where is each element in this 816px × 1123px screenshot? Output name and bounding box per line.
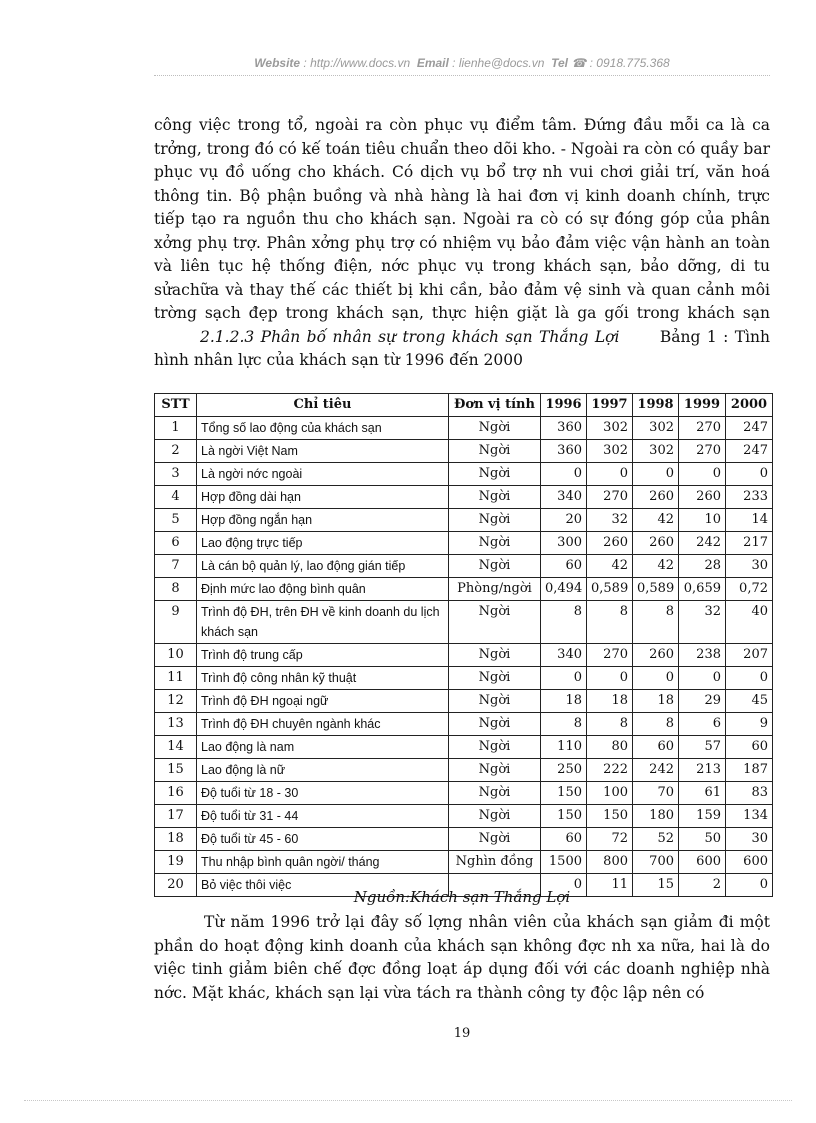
value-cell: 180 bbox=[633, 805, 679, 828]
value-cell: 0,589 bbox=[633, 578, 679, 601]
value-cell: 80 bbox=[587, 736, 633, 759]
value-cell: 134 bbox=[726, 805, 773, 828]
value-cell: 0 bbox=[587, 463, 633, 486]
tel-label: Tel bbox=[551, 56, 568, 70]
unit-cell: Ngời bbox=[449, 828, 541, 851]
paragraph-intro bbox=[154, 114, 770, 373]
value-cell: 302 bbox=[633, 440, 679, 463]
value-cell: 222 bbox=[587, 759, 633, 782]
unit-cell: Ngời bbox=[449, 736, 541, 759]
unit-cell: Ngời bbox=[449, 509, 541, 532]
table-row bbox=[155, 644, 773, 667]
value-cell: 70 bbox=[633, 782, 679, 805]
value-cell: 217 bbox=[726, 532, 773, 555]
value-cell: 360 bbox=[541, 440, 587, 463]
value-cell: 340 bbox=[541, 644, 587, 667]
value-cell: 40 bbox=[726, 601, 773, 644]
value-cell: 45 bbox=[726, 690, 773, 713]
row-number-cell: 4 bbox=[155, 486, 197, 509]
email-value: : lienhe@docs.vn bbox=[452, 56, 545, 70]
value-cell: 42 bbox=[633, 555, 679, 578]
indicator-cell: Thu nhập bình quân ngời/ tháng bbox=[197, 851, 449, 874]
table-row bbox=[155, 532, 773, 555]
value-cell: 60 bbox=[541, 828, 587, 851]
table-row bbox=[155, 555, 773, 578]
indicator-cell: Lao động trực tiếp bbox=[197, 532, 449, 555]
column-header: 1996 bbox=[541, 394, 587, 417]
table-body bbox=[155, 417, 773, 897]
paragraph-intro-text: công việc trong tổ, ngoài ra còn phục vụ điểm tâm. Đứng đầu mỗi ca là ca trởng, trong đó có kế toán tiêu chuẩn theo dõi kho. - Ngoài ra còn có quầy bar phục vụ đồ uống cho khách. Có dịch vụ bổ trợ nh vui chơi giải trí, văn hoá thông tin. Bộ phận buồng và nhà hàng là hai đơn vị kinh doanh chính, trực tiếp tạo ra nguồn thu cho khách sạn. Ngoài ra cò có sự đóng góp của phân xởng phụ trợ. Phân xởng phụ trợ có nhiệm vụ bảo đảm việc vận hành an toàn và liên tục hệ thống điện, nớc phục vụ trong khách sạn, bảo dỡng, di tu sửachữa và thay thế các thiết bị khi cần, bảo đảm vệ sinh và quan cảnh môi trờng sạch đẹp trong khách sạn, thực hiện giặt là ga gối trong khách sạn bbox=[154, 116, 770, 322]
value-cell: 83 bbox=[726, 782, 773, 805]
row-number-cell: 9 bbox=[155, 601, 197, 644]
value-cell: 302 bbox=[587, 440, 633, 463]
tel-value: : 0918.775.368 bbox=[589, 56, 670, 70]
value-cell: 150 bbox=[587, 805, 633, 828]
value-cell: 60 bbox=[541, 555, 587, 578]
table-source: Nguồn:Khách sạn Thắng Lợi bbox=[353, 888, 571, 906]
row-number-cell: 12 bbox=[155, 690, 197, 713]
value-cell: 8 bbox=[587, 713, 633, 736]
unit-cell: Ngời bbox=[449, 644, 541, 667]
value-cell: 60 bbox=[726, 736, 773, 759]
column-header: Đơn vị tính bbox=[449, 394, 541, 417]
indicator-cell: Trình độ công nhân kỹ thuật bbox=[197, 667, 449, 690]
column-header: Chỉ tiêu bbox=[197, 394, 449, 417]
table-row bbox=[155, 828, 773, 851]
value-cell: 2 bbox=[679, 874, 726, 897]
value-cell: 247 bbox=[726, 417, 773, 440]
paragraph-analysis: Từ năm 1996 trở lại đây số lợng nhân viên của khách sạn giảm đi một phần do hoạt động kinh doanh của khách sạn không đợc nh xa nữa, hai là do việc tinh giảm biên chế đợc đồng loạt áp dụng đối với các doanh nghiệp nhà nớc. Mặt khác, khách sạn lại vừa tách ra thành công ty độc lập nên có bbox=[154, 913, 770, 1002]
value-cell: 270 bbox=[679, 417, 726, 440]
unit-cell: Ngời bbox=[449, 440, 541, 463]
row-number-cell: 20 bbox=[155, 874, 197, 897]
indicator-cell: Trình độ ĐH chuyên ngành khác bbox=[197, 713, 449, 736]
value-cell: 0 bbox=[726, 874, 773, 897]
value-cell: 247 bbox=[726, 440, 773, 463]
value-cell: 600 bbox=[679, 851, 726, 874]
value-cell: 242 bbox=[679, 532, 726, 555]
header-divider bbox=[154, 75, 770, 76]
row-number-cell: 19 bbox=[155, 851, 197, 874]
value-cell: 260 bbox=[587, 532, 633, 555]
value-cell: 30 bbox=[726, 555, 773, 578]
value-cell: 250 bbox=[541, 759, 587, 782]
row-number-cell: 10 bbox=[155, 644, 197, 667]
value-cell: 159 bbox=[679, 805, 726, 828]
row-number-cell: 3 bbox=[155, 463, 197, 486]
column-header: 1998 bbox=[633, 394, 679, 417]
value-cell: 150 bbox=[541, 782, 587, 805]
value-cell: 18 bbox=[587, 690, 633, 713]
unit-cell: Ngời bbox=[449, 759, 541, 782]
unit-cell: Nghìn đồng bbox=[449, 851, 541, 874]
value-cell: 0 bbox=[679, 667, 726, 690]
table-row bbox=[155, 417, 773, 440]
value-cell: 18 bbox=[633, 690, 679, 713]
indicator-cell: Hợp đồng ngắn hạn bbox=[197, 509, 449, 532]
value-cell: 302 bbox=[633, 417, 679, 440]
value-cell: 6 bbox=[679, 713, 726, 736]
row-number-cell: 5 bbox=[155, 509, 197, 532]
indicator-cell: Độ tuổi từ 31 - 44 bbox=[197, 805, 449, 828]
column-header: 1997 bbox=[587, 394, 633, 417]
value-cell: 52 bbox=[633, 828, 679, 851]
table-row bbox=[155, 578, 773, 601]
table-row bbox=[155, 736, 773, 759]
indicator-cell: Lao động là nữ bbox=[197, 759, 449, 782]
value-cell: 270 bbox=[587, 486, 633, 509]
indicator-cell: Hợp đồng dài hạn bbox=[197, 486, 449, 509]
value-cell: 32 bbox=[587, 509, 633, 532]
unit-cell: Ngời bbox=[449, 532, 541, 555]
value-cell: 340 bbox=[541, 486, 587, 509]
table-row bbox=[155, 509, 773, 532]
value-cell: 0,589 bbox=[587, 578, 633, 601]
table-row bbox=[155, 851, 773, 874]
value-cell: 8 bbox=[541, 601, 587, 644]
value-cell: 8 bbox=[541, 713, 587, 736]
value-cell: 242 bbox=[633, 759, 679, 782]
row-number-cell: 7 bbox=[155, 555, 197, 578]
document-header bbox=[154, 56, 770, 70]
table-header-row bbox=[155, 394, 773, 417]
value-cell: 60 bbox=[633, 736, 679, 759]
footer-divider bbox=[24, 1100, 792, 1101]
phone-icon: ☎ bbox=[571, 56, 587, 70]
value-cell: 207 bbox=[726, 644, 773, 667]
value-cell: 0,659 bbox=[679, 578, 726, 601]
value-cell: 18 bbox=[541, 690, 587, 713]
value-cell: 110 bbox=[541, 736, 587, 759]
unit-cell: Phòng/ngời bbox=[449, 578, 541, 601]
value-cell: 11 bbox=[587, 874, 633, 897]
row-number-cell: 8 bbox=[155, 578, 197, 601]
value-cell: 270 bbox=[587, 644, 633, 667]
value-cell: 10 bbox=[679, 509, 726, 532]
value-cell: 32 bbox=[679, 601, 726, 644]
row-number-cell: 18 bbox=[155, 828, 197, 851]
value-cell: 213 bbox=[679, 759, 726, 782]
table-row bbox=[155, 486, 773, 509]
value-cell: 8 bbox=[633, 601, 679, 644]
unit-cell: Ngời bbox=[449, 601, 541, 644]
value-cell: 300 bbox=[541, 532, 587, 555]
value-cell: 61 bbox=[679, 782, 726, 805]
value-cell: 42 bbox=[633, 509, 679, 532]
indicator-cell: Tổng số lao động của khách sạn bbox=[197, 417, 449, 440]
value-cell: 50 bbox=[679, 828, 726, 851]
table-row bbox=[155, 713, 773, 736]
table-row bbox=[155, 667, 773, 690]
unit-cell: Ngời bbox=[449, 782, 541, 805]
value-cell: 0 bbox=[633, 463, 679, 486]
value-cell: 0 bbox=[726, 463, 773, 486]
column-header: STT bbox=[155, 394, 197, 417]
unit-cell: Ngời bbox=[449, 805, 541, 828]
indicator-cell: Bỏ việc thôi việc bbox=[197, 874, 449, 897]
value-cell: 28 bbox=[679, 555, 726, 578]
value-cell: 20 bbox=[541, 509, 587, 532]
indicator-cell: Trình độ ĐH, trên ĐH về kinh doanh du lịch khách sạn bbox=[197, 601, 449, 644]
value-cell: 0 bbox=[633, 667, 679, 690]
page-number: 19 bbox=[453, 1026, 471, 1041]
row-number-cell: 13 bbox=[155, 713, 197, 736]
value-cell: 57 bbox=[679, 736, 726, 759]
column-header: 2000 bbox=[726, 394, 773, 417]
value-cell: 0,494 bbox=[541, 578, 587, 601]
value-cell: 233 bbox=[726, 486, 773, 509]
value-cell: 260 bbox=[633, 532, 679, 555]
indicator-cell: Trình độ trung cấp bbox=[197, 644, 449, 667]
value-cell: 9 bbox=[726, 713, 773, 736]
value-cell: 260 bbox=[679, 486, 726, 509]
website-value: : http://www.docs.vn bbox=[303, 56, 411, 70]
value-cell: 0 bbox=[679, 463, 726, 486]
value-cell: 100 bbox=[587, 782, 633, 805]
indicator-cell: Độ tuổi từ 45 - 60 bbox=[197, 828, 449, 851]
unit-cell: Ngời bbox=[449, 667, 541, 690]
value-cell: 150 bbox=[541, 805, 587, 828]
value-cell: 260 bbox=[633, 486, 679, 509]
value-cell: 800 bbox=[587, 851, 633, 874]
indicator-cell: Là cán bộ quản lý, lao động gián tiếp bbox=[197, 555, 449, 578]
value-cell: 600 bbox=[726, 851, 773, 874]
value-cell: 0 bbox=[541, 667, 587, 690]
table-row bbox=[155, 440, 773, 463]
value-cell: 187 bbox=[726, 759, 773, 782]
value-cell: 0 bbox=[726, 667, 773, 690]
unit-cell: Ngời bbox=[449, 486, 541, 509]
indicator-cell: Lao động là nam bbox=[197, 736, 449, 759]
value-cell: 238 bbox=[679, 644, 726, 667]
table-row bbox=[155, 805, 773, 828]
website-label: Website bbox=[254, 56, 301, 70]
row-number-cell: 6 bbox=[155, 532, 197, 555]
column-header: 1999 bbox=[679, 394, 726, 417]
row-number-cell: 11 bbox=[155, 667, 197, 690]
unit-cell: Ngời bbox=[449, 555, 541, 578]
value-cell: 270 bbox=[679, 440, 726, 463]
indicator-cell: Độ tuổi từ 18 - 30 bbox=[197, 782, 449, 805]
indicator-cell: Là ngời Việt Nam bbox=[197, 440, 449, 463]
value-cell: 0 bbox=[587, 667, 633, 690]
value-cell: 0,72 bbox=[726, 578, 773, 601]
row-number-cell: 16 bbox=[155, 782, 197, 805]
table-row bbox=[155, 463, 773, 486]
table-caption: Bảng 1 : Tình hình nhân lực của khách sạn từ 1996 đến 2000 bbox=[154, 327, 770, 369]
unit-cell: Ngời bbox=[449, 690, 541, 713]
value-cell: 29 bbox=[679, 690, 726, 713]
value-cell: 14 bbox=[726, 509, 773, 532]
row-number-cell: 2 bbox=[155, 440, 197, 463]
indicator-cell: Là ngời nớc ngoài bbox=[197, 463, 449, 486]
row-number-cell: 1 bbox=[155, 417, 197, 440]
value-cell: 0 bbox=[541, 463, 587, 486]
section-heading: 2.1.2.3 Phân bố nhân sự trong khách sạn Thắng Lợi bbox=[200, 327, 620, 346]
row-number-cell: 17 bbox=[155, 805, 197, 828]
email-label: Email bbox=[416, 56, 449, 70]
indicator-cell: Trình độ ĐH ngoại ngữ bbox=[197, 690, 449, 713]
staff-table bbox=[154, 393, 773, 897]
value-cell: 42 bbox=[587, 555, 633, 578]
row-number-cell: 14 bbox=[155, 736, 197, 759]
value-cell: 30 bbox=[726, 828, 773, 851]
value-cell: 1500 bbox=[541, 851, 587, 874]
value-cell: 302 bbox=[587, 417, 633, 440]
unit-cell: Ngời bbox=[449, 463, 541, 486]
unit-cell: Ngời bbox=[449, 713, 541, 736]
table-row bbox=[155, 690, 773, 713]
value-cell: 360 bbox=[541, 417, 587, 440]
value-cell: 700 bbox=[633, 851, 679, 874]
indicator-cell: Định mức lao động bình quân bbox=[197, 578, 449, 601]
value-cell: 8 bbox=[633, 713, 679, 736]
value-cell: 8 bbox=[587, 601, 633, 644]
value-cell: 0 bbox=[541, 874, 587, 897]
table-row bbox=[155, 601, 773, 644]
row-number-cell: 15 bbox=[155, 759, 197, 782]
table-row bbox=[155, 759, 773, 782]
value-cell: 15 bbox=[633, 874, 679, 897]
unit-cell: Ngời bbox=[449, 417, 541, 440]
value-cell: 260 bbox=[633, 644, 679, 667]
table-row bbox=[155, 782, 773, 805]
value-cell: 72 bbox=[587, 828, 633, 851]
